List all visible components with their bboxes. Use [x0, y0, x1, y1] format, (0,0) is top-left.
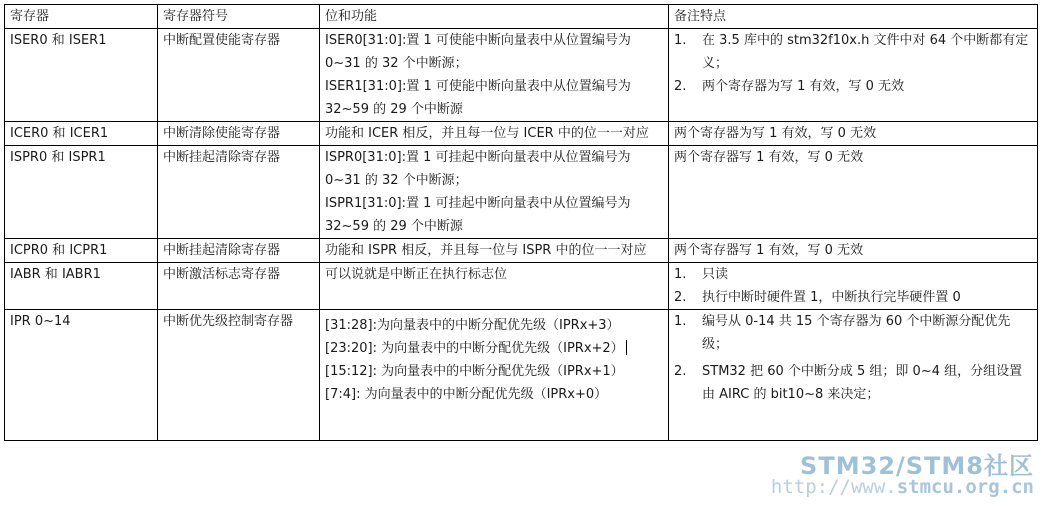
note-item — [674, 310, 1032, 356]
table-row — [5, 122, 1038, 146]
note-text: 在 3.5 库中的 stm32f10x.h 文件中对 64 个中断都有定义； — [702, 33, 1029, 71]
table-row — [5, 263, 1038, 310]
bit-line: 功能和 ICER 相反，并且每一位与 ICER 中的位一一对应 — [325, 126, 649, 141]
cell-symbol: 中断激活标志寄存器 — [158, 263, 320, 310]
note-number: 2. — [674, 79, 687, 94]
cell-register: ICPR0 和 ICPR1 — [5, 239, 158, 263]
note-item — [674, 286, 1032, 309]
note-item — [674, 29, 1032, 75]
text-cursor — [626, 340, 627, 355]
note-text: STM32 把 60 个中断分成 5 组；即 0~4 组，分组设置由 AIRC 的 bit10~8 来决定； — [702, 364, 1023, 402]
watermark-url — [771, 476, 1034, 498]
note-text: 执行中断时硬件置 1，中断执行完毕硬件置 0 — [702, 290, 961, 305]
cell-bits — [320, 29, 669, 122]
note-text: 两个寄存器为写 1 有效，写 0 无效 — [702, 79, 905, 94]
header-register: 寄存器 — [5, 5, 158, 29]
bit-line: ISPR0[31:0]:置 1 可挂起中断向量表中从位置编号为 0~31 的 32 个中断源； — [325, 150, 631, 188]
note-item — [674, 75, 1032, 98]
table-row — [5, 239, 1038, 263]
table-row — [5, 146, 1038, 239]
cell-bits — [320, 310, 669, 441]
bit-line: ISER1[31:0]:置 1 可使能中断向量表中从位置编号为 32~59 的 29 个中断源 — [325, 79, 631, 117]
cell-bits — [320, 122, 669, 146]
table-row — [5, 29, 1038, 122]
cell-symbol: 中断配置使能寄存器 — [158, 29, 320, 122]
cell-symbol: 中断优先级控制寄存器 — [158, 310, 320, 441]
bit-line: [7:4]: 为向量表中的中断分配优先级（IPRx+0） — [325, 387, 608, 402]
note-number: 1. — [674, 267, 687, 282]
cell-notes: 两个寄存器为写 1 有效，写 0 无效 — [669, 122, 1038, 146]
bit-line: ISPR1[31:0]:置 1 可挂起中断向量表中从位置编号为 32~59 的 29 个中断源 — [325, 196, 631, 234]
note-number: 2. — [674, 290, 687, 305]
bit-line: 可以说就是中断正在执行标志位 — [325, 267, 508, 282]
bit-line-text: [23:20]: 为向量表中的中断分配优先级（IPRx+2） — [325, 341, 624, 356]
cell-register: ISER0 和 ISER1 — [5, 29, 158, 122]
header-symbol: 寄存器符号 — [158, 5, 320, 29]
note-number: 2. — [674, 364, 687, 379]
note-text: 只读 — [702, 267, 729, 282]
bit-line: [15:12]: 为向量表中的中断分配优先级（IPRx+1） — [325, 364, 624, 379]
cell-notes: 两个寄存器写 1 有效，写 0 无效 — [669, 146, 1038, 239]
bit-line: ISER0[31:0]:置 1 可使能中断向量表中从位置编号为 0~31 的 32 个中断源； — [325, 33, 631, 71]
cell-notes — [669, 29, 1038, 122]
cell-bits — [320, 146, 669, 239]
header-row — [5, 5, 1038, 29]
cell-notes: 两个寄存器写 1 有效，写 0 无效 — [669, 239, 1038, 263]
cell-register: ISPR0 和 ISPR1 — [5, 146, 158, 239]
bit-line — [325, 337, 663, 360]
cell-symbol: 中断清除使能寄存器 — [158, 122, 320, 146]
cell-register: IPR 0~14 — [5, 310, 158, 441]
watermark-url-prefix: http://www. — [770, 476, 897, 498]
bit-line: 功能和 ISPR 相反，并且每一位与 ISPR 中的位一一对应 — [325, 243, 647, 258]
cell-notes — [669, 310, 1038, 441]
cell-bits — [320, 239, 669, 263]
watermark-url-domain: stmcu.org.cn — [896, 476, 1034, 498]
cell-symbol: 中断挂起清除寄存器 — [158, 239, 320, 263]
cell-notes — [669, 263, 1038, 310]
note-number: 1. — [674, 314, 687, 329]
header-bits: 位和功能 — [320, 5, 669, 29]
cell-symbol: 中断挂起清除寄存器 — [158, 146, 320, 239]
bit-line: [31:28]:为向量表中的中断分配优先级（IPRx+3） — [325, 318, 620, 333]
cell-register: ICER0 和 ICER1 — [5, 122, 158, 146]
header-notes: 备注特点 — [669, 5, 1038, 29]
note-item — [674, 360, 1032, 406]
note-text: 编号从 0-14 共 15 个寄存器为 60 个中断源分配优先级； — [702, 314, 1011, 352]
watermark-brand: STM32/STM8社区 — [800, 452, 1034, 480]
cell-bits — [320, 263, 669, 310]
register-table — [4, 4, 1038, 441]
cell-register: IABR 和 IABR1 — [5, 263, 158, 310]
note-item — [674, 263, 1032, 286]
note-number: 1. — [674, 33, 687, 48]
table-row — [5, 310, 1038, 441]
